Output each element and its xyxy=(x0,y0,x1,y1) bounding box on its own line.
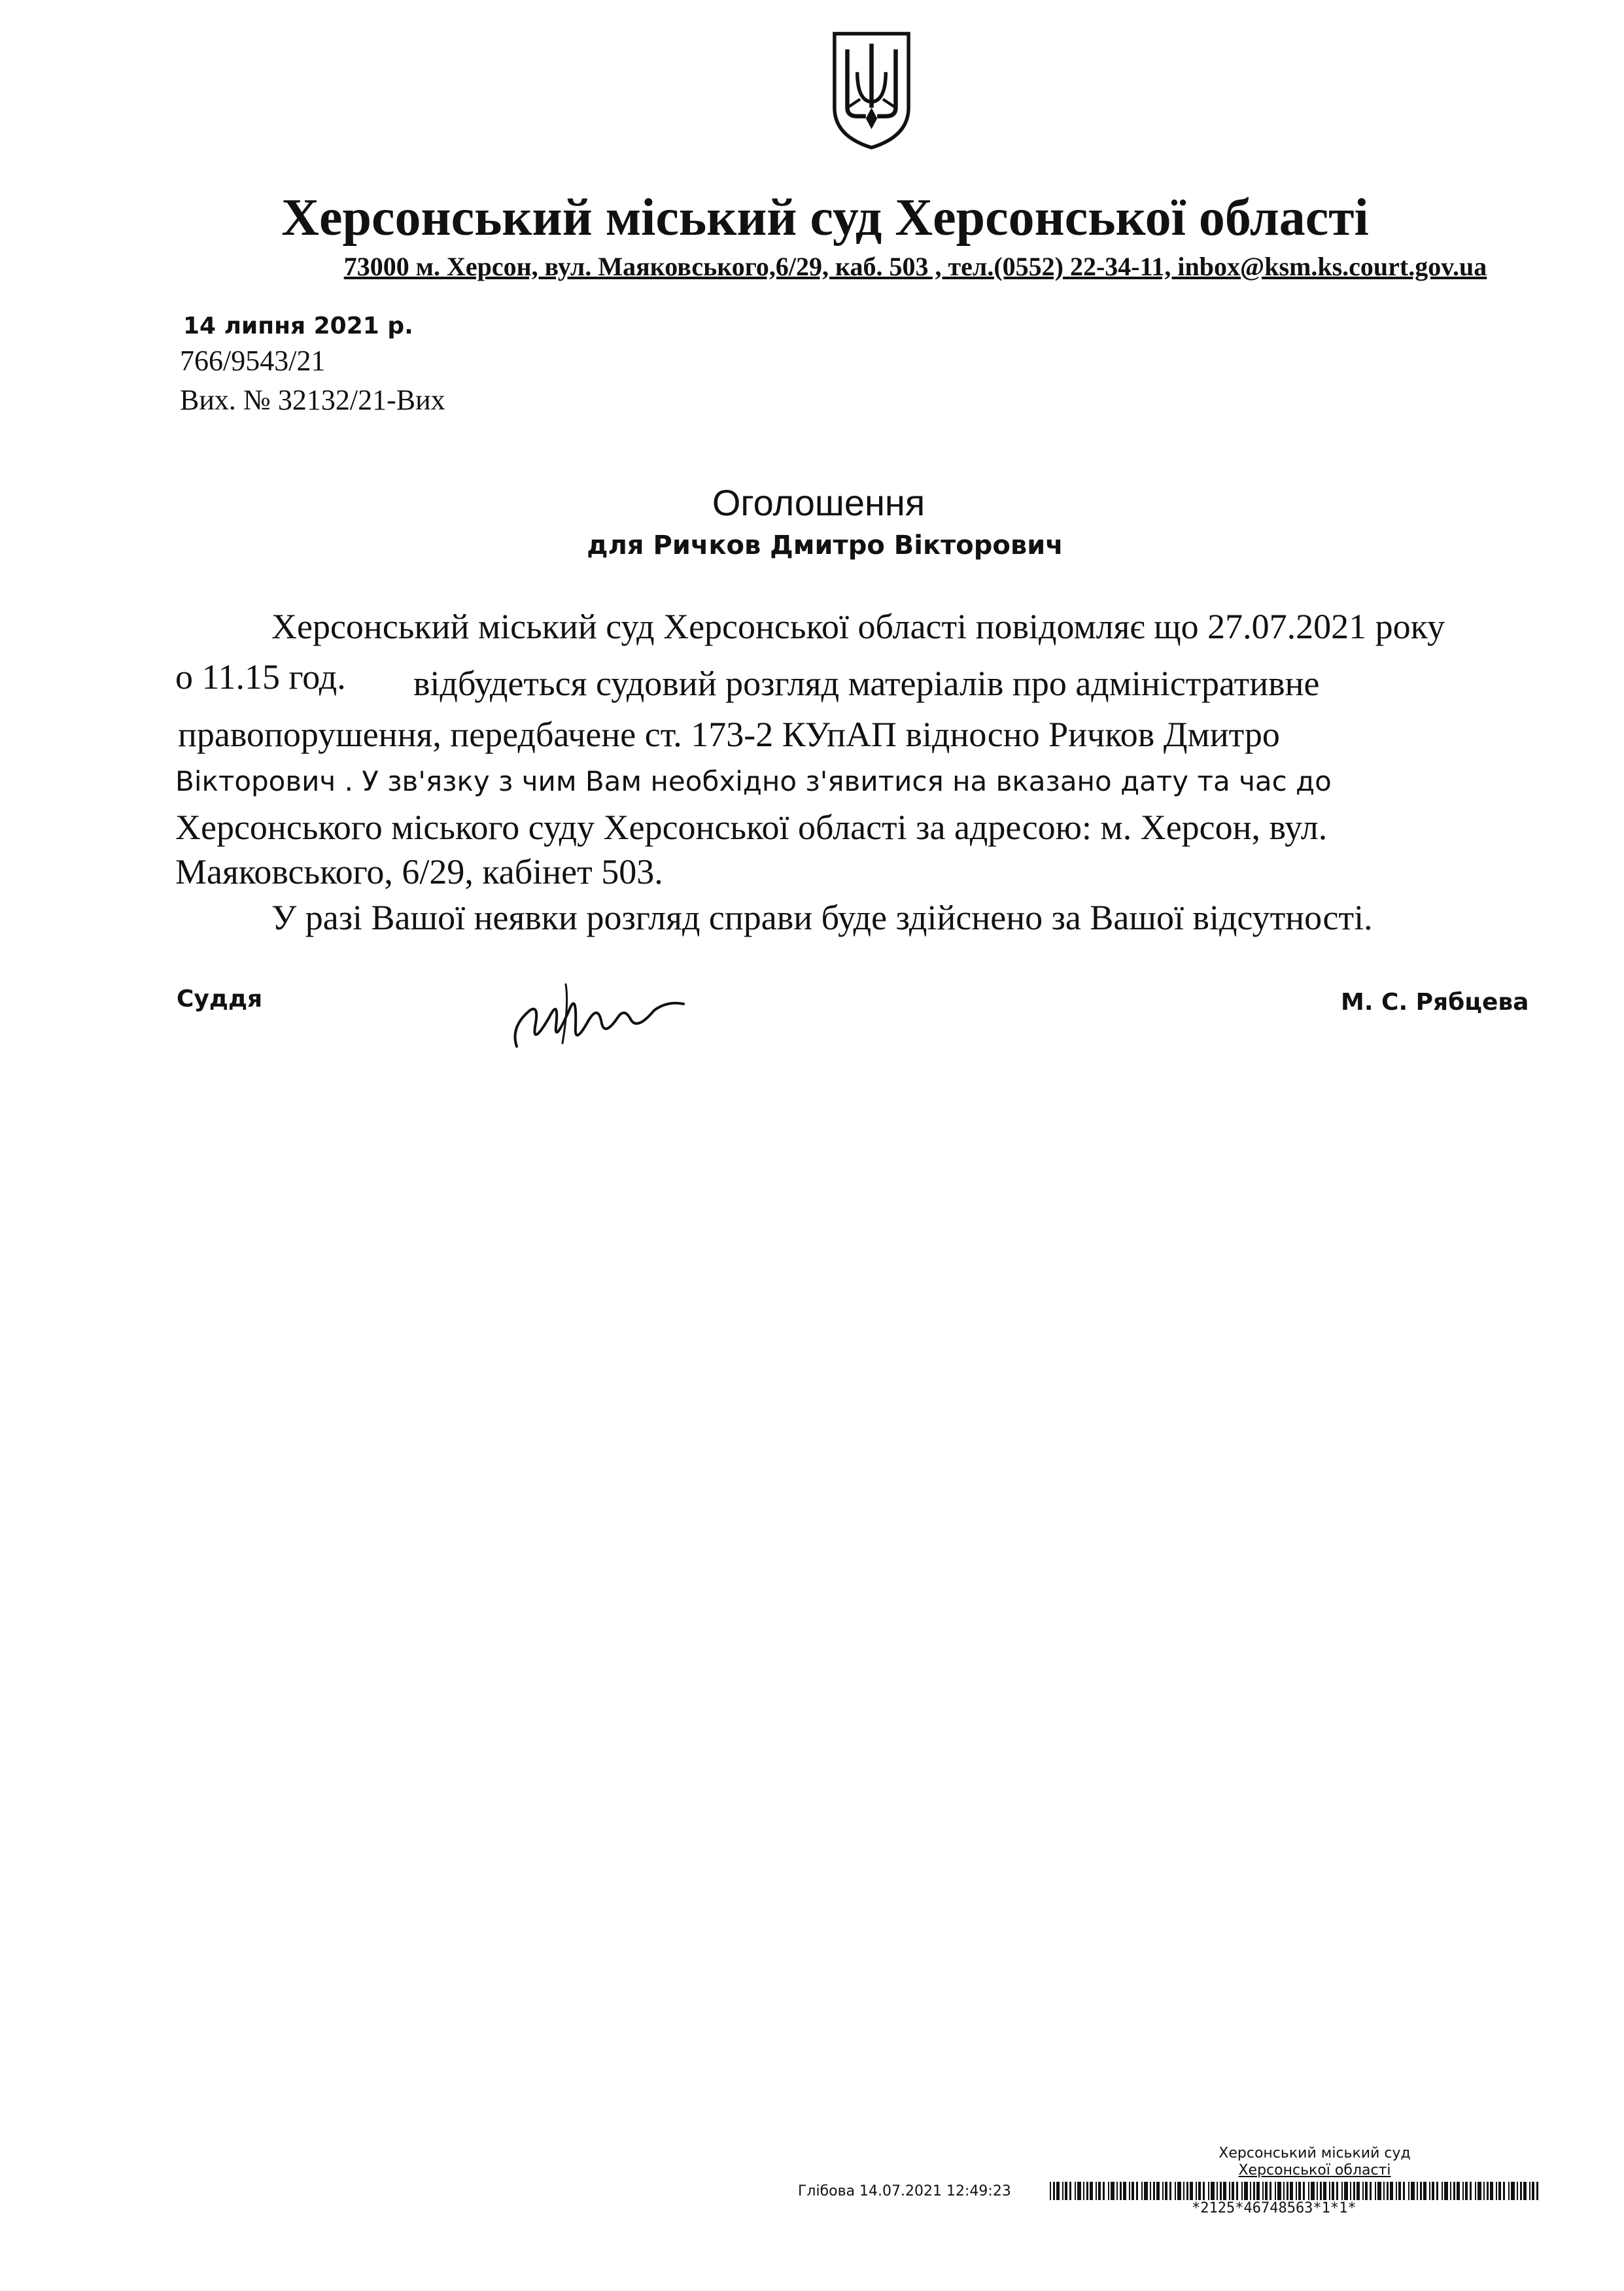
signer-role: Суддя xyxy=(177,986,263,1012)
body-line-2: відбудеться судовий розгляд матеріалів про адміністративне xyxy=(413,664,1320,703)
body-line-2-time: о 11.15 год. xyxy=(175,657,346,697)
stamp-court-line-1: Херсонський міський суд xyxy=(1218,2145,1411,2162)
outgoing-number: Вих. № 32132/21-Вих xyxy=(180,384,445,416)
document-date: 14 липня 2021 р. xyxy=(183,313,413,339)
signer-name: М. С. Рябцева xyxy=(1341,989,1529,1016)
body-line-4: Вікторович . У зв'язку з чим Вам необхідно з'явитися на вказано дату та час до xyxy=(175,765,1332,797)
stamp-court-line-2: Херсонської області xyxy=(1238,2162,1391,2179)
court-title: Херсонський міський суд Херсонської області xyxy=(281,189,1369,247)
body-line-1: Херсонський міський суд Херсонської області повідомляє що 27.07.2021 року xyxy=(271,607,1445,646)
stamp-barcode-text: *2125*46748563*1*1* xyxy=(1192,2200,1356,2216)
court-address: 73000 м. Херсон, вул. Маяковського,6/29, каб. 503 , тел.(0552) 22-34-11, inbox@ksm.ks.court.gov.ua xyxy=(343,252,1487,281)
handwritten-signature-icon xyxy=(504,965,687,1063)
case-number: 766/9543/21 xyxy=(180,345,326,377)
stamp-operator: Глібова 14.07.2021 12:49:23 xyxy=(798,2183,1011,2199)
body-line-6: Маяковського, 6/29, кабінет 503. xyxy=(175,852,663,891)
announcement-title: Оголошення xyxy=(712,482,925,523)
announcement-recipient: для Ричков Дмитро Вікторович xyxy=(587,530,1063,560)
stamp-court-name xyxy=(1190,2145,1439,2179)
body-line-3: правопорушення, передбачене ст. 173-2 КУпАП відносно Ричков Дмитро xyxy=(178,715,1280,754)
barcode-icon xyxy=(1050,2182,1544,2200)
body-line-7: У разі Вашої неявки розгляд справи буде здійснено за Вашої відсутності. xyxy=(271,898,1373,937)
trident-emblem-icon xyxy=(827,29,916,150)
body-line-5: Херсонського міського суду Херсонської області за адресою: м. Херсон, вул. xyxy=(175,808,1328,847)
